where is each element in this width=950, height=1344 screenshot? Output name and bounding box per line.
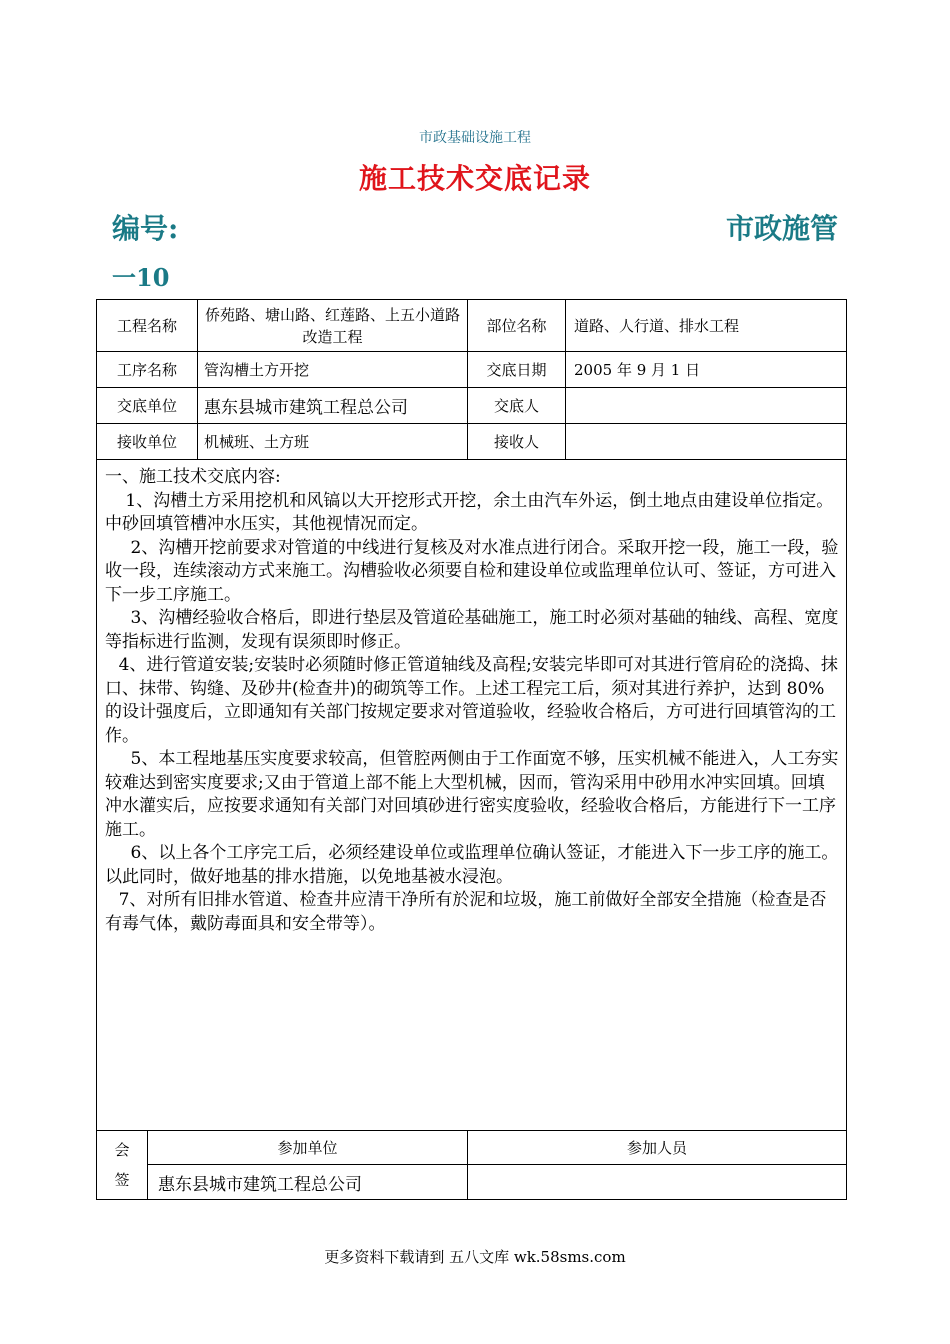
content-paragraph: 7、对所有旧排水管道、检查井应清干净所有於泥和垃圾，施工前做好全部安全措施（检查是否有毒气体，戴防毒面具和安全带等）。 (105, 890, 827, 934)
record-table (96, 299, 847, 1200)
signoff-label (97, 1131, 148, 1200)
signoff-label-line1: 会 (114, 1141, 130, 1159)
process-name-label: 工序名称 (97, 352, 198, 388)
section-name-label: 部位名称 (468, 300, 566, 352)
row-issuer (97, 388, 847, 424)
project-name-label: 工程名称 (97, 300, 198, 352)
issuer-person-label: 交底人 (468, 388, 566, 424)
number-label: 编号: (112, 212, 179, 245)
receiver-unit-label: 接收单位 (97, 424, 198, 460)
issuer-person-value (566, 388, 847, 424)
signoff-unit-header: 参加单位 (148, 1131, 468, 1165)
issuer-unit-value: 惠东县城市建筑工程总公司 (198, 388, 468, 424)
receiver-person-value (566, 424, 847, 460)
project-name-value: 侨苑路、塘山路、红莲路、上五小道路改造工程 (198, 300, 468, 352)
document-title: 施工技术交底记录 (358, 162, 591, 195)
content-paragraph: 1、沟槽土方采用挖机和风镐以大开挖形式开挖，余土由汽车外运，倒土地点由建设单位指定。中砂回填管槽冲水压实，其他视情况而定。 (105, 490, 834, 534)
signoff-person-header: 参加人员 (468, 1131, 847, 1165)
receiver-person-label: 接收人 (468, 424, 566, 460)
date-value: 2005 年 9 月 1 日 (566, 352, 847, 388)
row-content (97, 460, 847, 1131)
content-paragraph: 5、本工程地基压实度要求较高，但管腔两侧由于工作面宽不够，压实机械不能进入，人工夯实较难达到密实度要求;又由于管道上部不能上大型机械，因而，管沟采用中砂用水冲实回填。回填冲水灌实后，应按要求通知有关部门对回填砂进行密实度验收，经验收合格后，方能进行下一工序施工。 (105, 749, 839, 840)
signoff-label-line2: 签 (114, 1171, 130, 1189)
content-paragraph: 3、沟槽经验收合格后，即进行垫层及管道砼基础施工，施工时必须对基础的轴线、高程、宽度等指标进行监测，发现有误须即时修正。 (105, 608, 839, 652)
row-receiver (97, 424, 847, 460)
row-signoff-entry (97, 1165, 847, 1200)
footer-text: 更多资料下载请到 五八文库 wk.58sms.com (324, 1248, 626, 1266)
row-signoff-header (97, 1131, 847, 1165)
signoff-person-value (468, 1165, 847, 1200)
number-value-part1: 市政施管 (725, 212, 838, 245)
date-label: 交底日期 (468, 352, 566, 388)
issuer-unit-label: 交底单位 (97, 388, 198, 424)
row-process (97, 352, 847, 388)
process-name-value: 管沟槽土方开挖 (198, 352, 468, 388)
number-value-part2: 一10 (112, 263, 170, 292)
section-name-value: 道路、人行道、排水工程 (566, 300, 847, 352)
receiver-unit-value: 机械班、土方班 (198, 424, 468, 460)
signoff-unit-value: 惠东县城市建筑工程总公司 (148, 1165, 468, 1200)
content-paragraph: 6、以上各个工序完工后，必须经建设单位或监理单位确认签证，才能进入下一步工序的施工。以此同时，做好地基的排水措施，以免地基被水浸泡。 (105, 843, 839, 887)
content-paragraph: 2、沟槽开挖前要求对管道的中线进行复核及对水准点进行闭合。采取开挖一段，施工一段，验收一段，连续滚动方式来施工。沟槽验收必须要自检和建设单位或监理单位认可、签证，方可进入下一步工序施工。 (105, 537, 839, 605)
content-cell (97, 460, 847, 1131)
content-heading: 一、施工技术交底内容: (105, 467, 281, 487)
content-paragraph: 4、进行管道安装;安装时必须随时修正管道轴线及高程;安装完毕即可对其进行管肩砼的浇捣、抹口、抹带、钩缝、及砂井(检查井)的砌筑等工作。上述工程完工后，须对其进行养护，达到 80%的设计强度后，立即通知有关部门按规定要求对管道验收，经验收合格后，方可进行回填管沟的工作。 (105, 655, 838, 746)
document-subtitle: 市政基础设施工程 (419, 130, 531, 146)
row-project (97, 300, 847, 352)
